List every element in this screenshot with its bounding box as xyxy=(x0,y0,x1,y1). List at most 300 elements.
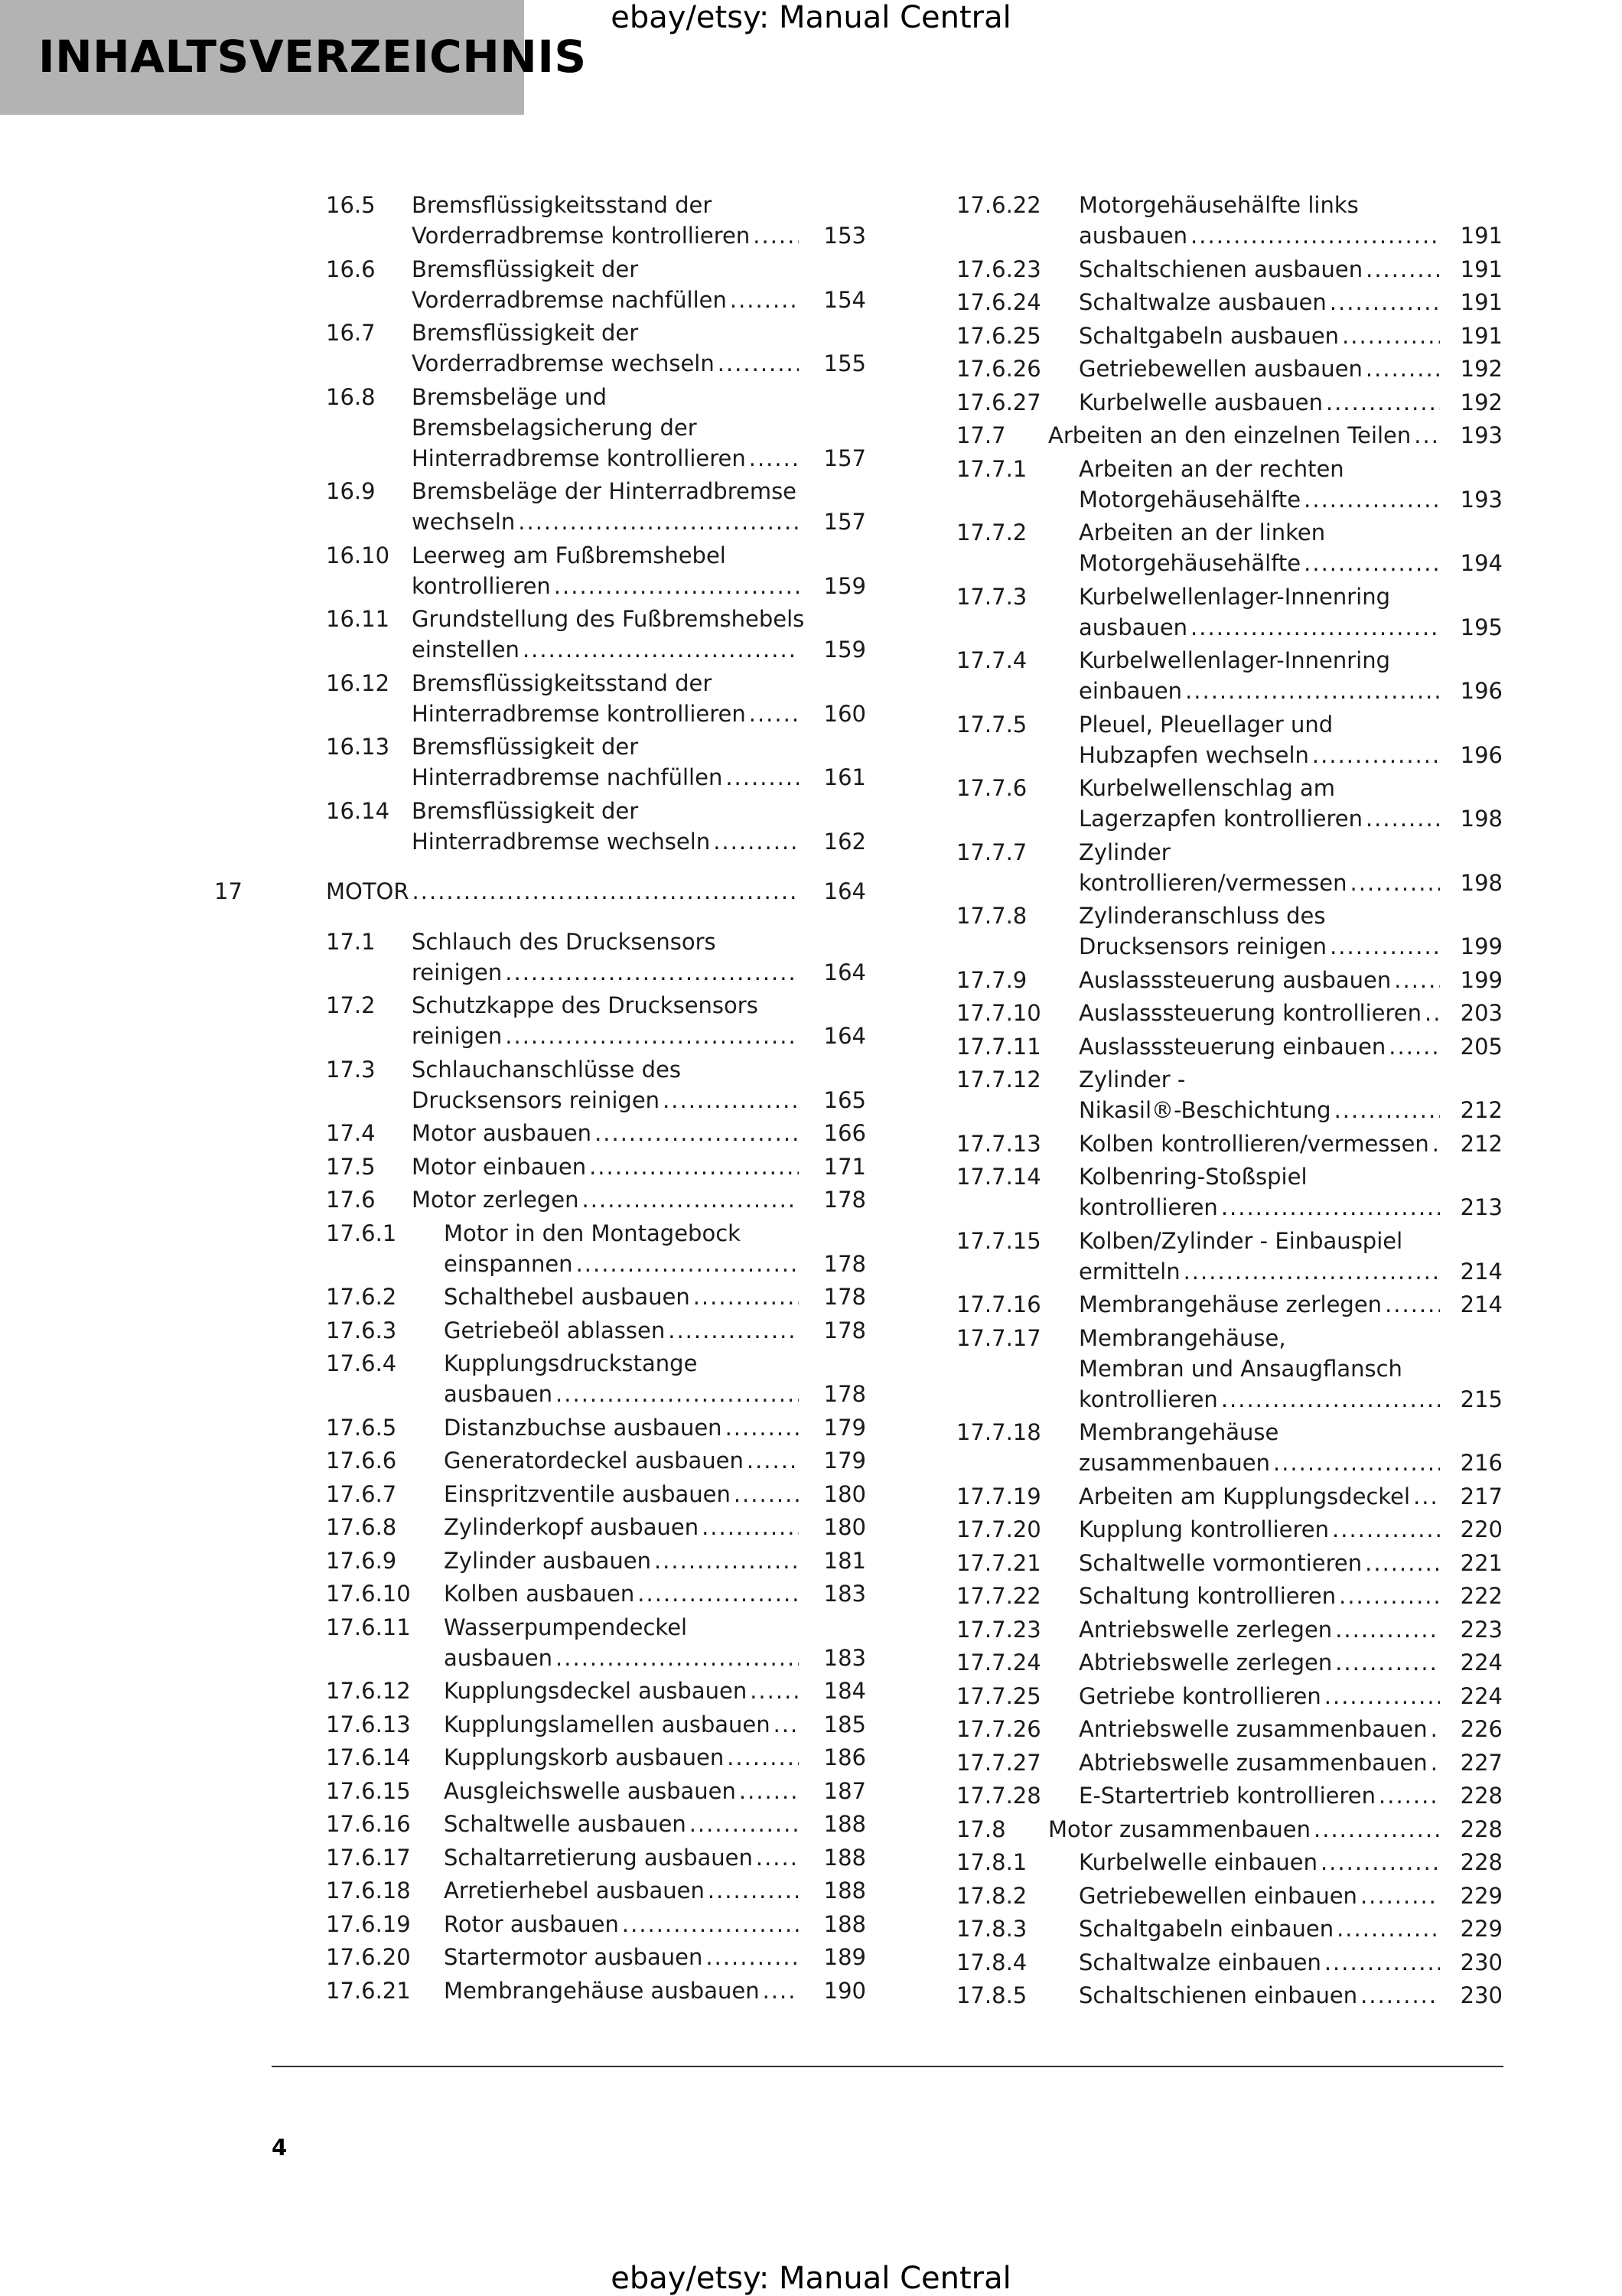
toc-entry-number: 17.7.26 xyxy=(956,1716,1041,1742)
dot-leader xyxy=(622,1909,799,1939)
toc-entry-page: 161 xyxy=(823,764,866,790)
toc-entry-number: 17.7.1 xyxy=(956,455,1028,482)
toc-entry-title-line: Drucksensors reinigen xyxy=(412,1086,660,1113)
toc-entry-number: 17.7.10 xyxy=(956,1000,1041,1026)
dot-leader xyxy=(1432,1128,1440,1159)
toc-entry-page: 178 xyxy=(823,1381,866,1407)
toc-entry-title-line: Membrangehäuse zerlegen xyxy=(1079,1291,1383,1317)
toc-entry-title-line: Schaltschienen ausbauen xyxy=(1079,256,1363,282)
toc-entry-title-line: Kolbenring-Stoßspiel xyxy=(1079,1164,1308,1190)
toc-entry-page: 226 xyxy=(1460,1716,1503,1742)
toc-entry-number: 17.7.20 xyxy=(956,1516,1041,1542)
toc-entry-title xyxy=(412,190,805,251)
dot-leader xyxy=(702,1512,799,1542)
toc-entry-number: 17.7.6 xyxy=(956,775,1028,801)
toc-entry-title xyxy=(444,1315,805,1346)
toc-entry-page: 184 xyxy=(823,1678,866,1704)
toc-entry-title-line: Kolben ausbauen xyxy=(444,1581,635,1607)
toc-entry-title-line: Bremsflüssigkeitsstand der xyxy=(412,192,712,218)
toc-entry-page: 221 xyxy=(1460,1549,1503,1576)
dot-leader xyxy=(1337,1913,1440,1944)
toc-entry-title xyxy=(412,540,805,601)
dot-leader xyxy=(554,571,799,601)
dot-leader xyxy=(725,1412,799,1443)
toc-entry-page: 165 xyxy=(823,1086,866,1113)
toc-entry-title-line: Hinterradbremse wechseln xyxy=(412,828,711,855)
toc-entry-number: 17.6.8 xyxy=(326,1514,397,1540)
toc-entry-page: 164 xyxy=(823,878,866,904)
dot-leader xyxy=(1221,1384,1440,1415)
dot-leader xyxy=(1385,1289,1440,1320)
dot-leader xyxy=(725,762,799,793)
toc-entry-title-line: Drucksensors reinigen xyxy=(1079,933,1327,959)
dot-leader xyxy=(727,1742,799,1773)
toc-entry-title xyxy=(412,254,805,315)
toc-entry-title-line: Schaltwelle ausbauen xyxy=(444,1811,686,1837)
toc-entry-number: 17.6.1 xyxy=(326,1220,397,1246)
dot-leader xyxy=(594,1118,799,1148)
toc-entry-title-line: Motor zusammenbauen xyxy=(1048,1816,1311,1842)
toc-entry-title xyxy=(444,1676,805,1706)
toc-entry-title xyxy=(412,382,805,474)
toc-entry-number: 17.6.14 xyxy=(326,1744,411,1770)
toc-entry-page: 215 xyxy=(1460,1386,1503,1412)
toc-entry-title xyxy=(1079,1064,1446,1125)
toc-entry-title xyxy=(444,1412,805,1443)
toc-entry-title xyxy=(412,1184,805,1215)
toc-entry-title xyxy=(1079,645,1446,706)
toc-entry-page: 198 xyxy=(1460,806,1503,832)
toc-entry-title-line: Schaltwelle vormontieren xyxy=(1079,1549,1363,1576)
toc-entry-title-line: einspannen xyxy=(444,1250,573,1277)
dot-leader xyxy=(518,506,799,537)
dot-leader xyxy=(1324,1947,1440,1978)
toc-entry-title xyxy=(1079,773,1446,834)
toc-entry-number: 17.7.9 xyxy=(956,966,1028,993)
toc-entry-title-line: kontrollieren xyxy=(412,572,551,599)
toc-entry-title-line: Arbeiten an der rechten xyxy=(1079,455,1344,482)
toc-entry-title-line: Getriebe kontrollieren xyxy=(1079,1682,1321,1709)
toc-entry-title xyxy=(1079,1780,1446,1811)
dot-leader xyxy=(1312,740,1440,770)
toc-entry-title-line: Kurbelwellenlager-Innenring xyxy=(1079,583,1390,610)
toc-entry-number: 17.6.16 xyxy=(326,1811,411,1837)
toc-entry-page: 224 xyxy=(1460,1650,1503,1676)
toc-entry-title-line: Schaltschienen einbauen xyxy=(1079,1982,1358,2008)
toc-entry-page: 228 xyxy=(1460,1783,1503,1809)
toc-entry-title-line: Kupplung kontrollieren xyxy=(1079,1516,1330,1542)
toc-entry-number: 17.6.26 xyxy=(956,356,1041,382)
toc-entry-page: 199 xyxy=(1460,933,1503,959)
toc-entry-page: 230 xyxy=(1460,1949,1503,1975)
toc-entry-page: 198 xyxy=(1460,869,1503,896)
toc-entry-page: 183 xyxy=(823,1644,866,1671)
toc-entry-title-line: Pleuel, Pleuellager und xyxy=(1079,711,1334,738)
toc-entry-title xyxy=(444,1842,805,1873)
toc-entry-page: 187 xyxy=(823,1777,866,1804)
toc-entry-number: 17.4 xyxy=(326,1120,376,1146)
dot-leader xyxy=(1326,387,1440,418)
dot-leader xyxy=(1335,1614,1440,1645)
toc-entry-title-line: Schalthebel ausbauen xyxy=(444,1284,690,1310)
toc-entry-title-line: Motor ausbauen xyxy=(412,1120,592,1146)
dot-leader xyxy=(582,1184,799,1215)
toc-entry-page: 193 xyxy=(1460,422,1503,448)
dot-leader xyxy=(750,1676,799,1706)
toc-entry-page: 205 xyxy=(1460,1033,1503,1060)
toc-entry-title xyxy=(1079,965,1446,995)
toc-entry-title xyxy=(1079,1913,1446,1944)
toc-entry-title-line: ausbauen xyxy=(444,1381,553,1407)
dot-leader xyxy=(1334,1095,1440,1125)
dot-leader xyxy=(739,1776,799,1806)
toc-entry-title xyxy=(1079,1161,1446,1223)
toc-entry-title-line: Arbeiten an der linken xyxy=(1079,519,1326,546)
toc-entry-number: 17.7.14 xyxy=(956,1164,1041,1190)
toc-entry-page: 222 xyxy=(1460,1583,1503,1609)
toc-entry-title-line: Kolben kontrollieren/vermessen xyxy=(1079,1130,1429,1157)
toc-entry-page: 213 xyxy=(1460,1194,1503,1220)
toc-entry-page: 228 xyxy=(1460,1816,1503,1842)
toc-entry-title-line: Zylinder ausbauen xyxy=(444,1547,651,1574)
toc-entry-title-line: Bremsbelagsicherung der xyxy=(412,414,697,441)
toc-entry-title xyxy=(412,731,805,793)
toc-entry-title xyxy=(444,1578,805,1609)
toc-entry-title xyxy=(1048,420,1446,451)
toc-entry-title-line: Bremsbeläge und xyxy=(412,383,607,410)
toc-entry-title-line: Kupplungslamellen ausbauen xyxy=(444,1711,770,1737)
dot-leader xyxy=(730,285,799,315)
toc-entry-page: 191 xyxy=(1460,289,1503,315)
toc-entry-page: 203 xyxy=(1460,1000,1503,1026)
dot-leader xyxy=(1431,1714,1440,1744)
toc-entry-page: 229 xyxy=(1460,1882,1503,1909)
toc-entry-number: 17.7.8 xyxy=(956,903,1028,929)
toc-entry-title-line: Kupplungsdeckel ausbauen xyxy=(444,1678,747,1704)
dot-leader xyxy=(668,1315,799,1346)
toc-entry-number: 17.8.1 xyxy=(956,1849,1028,1875)
toc-entry-title-line: Getriebewellen einbauen xyxy=(1079,1882,1357,1909)
dot-leader xyxy=(756,1842,799,1873)
toc-entry-page: 179 xyxy=(823,1414,866,1441)
toc-entry-title xyxy=(1079,1581,1446,1611)
toc-entry-number: 17.8.4 xyxy=(956,1949,1028,1975)
dot-leader xyxy=(1389,1031,1440,1062)
toc-entry-title-line: Hinterradbremse nachfüllen xyxy=(412,764,723,790)
toc-entry-number: 17.7.4 xyxy=(956,647,1028,673)
toc-entry-title-line: Wasserpumpendeckel xyxy=(444,1614,688,1640)
toc-entry-page: 193 xyxy=(1460,486,1503,513)
toc-entry-title xyxy=(1079,1881,1446,1911)
toc-entry-title-line: Schaltarretierung ausbauen xyxy=(444,1844,753,1871)
toc-entry-title-line: einstellen xyxy=(412,637,519,663)
toc-entry-page: 160 xyxy=(823,700,866,727)
toc-entry-title-line: Schlauchanschlüsse des xyxy=(412,1056,681,1083)
toc-entry-title xyxy=(412,796,805,857)
toc-entry-page: 199 xyxy=(1460,966,1503,993)
toc-entry-title-line: Vorderradbremse nachfüllen xyxy=(412,286,727,313)
toc-entry-title-line: Arretierhebel ausbauen xyxy=(444,1878,705,1904)
dot-leader xyxy=(1394,965,1440,995)
toc-entry-title xyxy=(1079,1548,1446,1578)
toc-entry-number: 17.8.3 xyxy=(956,1916,1028,1942)
toc-entry-title-line: Abtriebswelle zerlegen xyxy=(1079,1650,1333,1676)
dot-leader xyxy=(747,1445,799,1476)
toc-entry-title xyxy=(444,1975,805,2006)
toc-entry-title xyxy=(1079,517,1446,578)
toc-entry-title xyxy=(1079,1847,1446,1878)
dot-leader xyxy=(1304,548,1440,578)
toc-entry-number: 17.7.21 xyxy=(956,1549,1041,1576)
toc-entry-title xyxy=(444,1445,805,1476)
toc-entry-title-line: ausbauen xyxy=(444,1644,553,1671)
toc-entry-title-line: Arbeiten am Kupplungsdeckel xyxy=(1079,1483,1411,1509)
toc-entry-title-line: Bremsflüssigkeit der xyxy=(412,797,639,824)
toc-entry-page: 192 xyxy=(1460,356,1503,382)
toc-entry-title-line: Motorgehäusehälfte xyxy=(1079,550,1301,576)
page-title: INHALTSVERZEICHNIS xyxy=(38,31,587,83)
toc-entry-page: 188 xyxy=(823,1811,866,1837)
toc-entry-page: 178 xyxy=(823,1187,866,1213)
toc-entry-number: 17.6.2 xyxy=(326,1284,397,1310)
dot-leader xyxy=(1221,1192,1440,1223)
toc-entry-title-line: Zylinderanschluss des xyxy=(1079,903,1326,929)
toc-entry-page: 191 xyxy=(1460,322,1503,349)
toc-entry-title-line: kontrollieren xyxy=(1079,1386,1218,1412)
dot-leader xyxy=(505,1021,799,1051)
toc-entry-title-line: Ausgleichswelle ausbauen xyxy=(444,1777,736,1804)
dot-leader xyxy=(1185,676,1440,706)
toc-entry-title xyxy=(412,927,805,988)
toc-entry-title xyxy=(412,1151,805,1182)
dot-leader xyxy=(1335,1647,1440,1678)
toc-entry-title xyxy=(444,1776,805,1806)
toc-entry-title-line: Membrangehäuse ausbauen xyxy=(444,1977,760,2004)
toc-entry-page: 190 xyxy=(823,1977,866,2004)
toc-entry-title-line: ausbauen xyxy=(1079,614,1188,640)
header-box xyxy=(0,0,587,115)
dot-leader xyxy=(1366,254,1440,285)
toc-entry-title-line: ausbauen xyxy=(1079,223,1188,249)
toc-entry-title xyxy=(444,1545,805,1576)
toc-entry-number: 16.7 xyxy=(326,320,376,346)
toc-entry-number: 17.7.17 xyxy=(956,1324,1041,1351)
toc-entry-title-line: Hubzapfen wechseln xyxy=(1079,741,1309,768)
toc-entry-title xyxy=(1079,837,1446,898)
toc-entry-number: 17.6.11 xyxy=(326,1614,411,1640)
toc-entry-title xyxy=(444,1282,805,1312)
toc-entry-title-line: einbauen xyxy=(1079,678,1183,704)
toc-entry-title-line: Bremsbeläge der Hinterradbremse xyxy=(412,478,797,504)
toc-entry-title-line: Zylinder - xyxy=(1079,1067,1186,1093)
toc-entry-title xyxy=(412,318,805,379)
toc-entry-title xyxy=(326,876,805,907)
toc-entry-title-line: Schaltung kontrollieren xyxy=(1079,1583,1337,1609)
toc-entry-title-line: Schutzkappe des Drucksensors xyxy=(412,992,758,1018)
dot-leader xyxy=(1330,931,1440,962)
toc-entry-title-line: Motor einbauen xyxy=(412,1153,587,1180)
toc-entry-page: 212 xyxy=(1460,1130,1503,1157)
toc-entry-title-line: Rotor ausbauen xyxy=(444,1910,619,1937)
dot-leader xyxy=(1350,868,1440,898)
toc-entry-number: 16.9 xyxy=(326,478,376,504)
toc-entry-title-line: Auslasssteuerung ausbauen xyxy=(1079,966,1392,993)
dot-leader xyxy=(693,1282,799,1312)
toc-entry-title-line: ermitteln xyxy=(1079,1258,1181,1285)
toc-entry-page: 162 xyxy=(823,828,866,855)
toc-entry-title-line: Motorgehäusehälfte xyxy=(1079,486,1301,513)
toc-entry-page: 159 xyxy=(823,572,866,599)
dot-leader xyxy=(1304,484,1440,515)
dot-leader xyxy=(1425,998,1440,1028)
toc-entry-number: 17.7.13 xyxy=(956,1130,1041,1157)
toc-entry-title xyxy=(1079,1226,1446,1287)
toc-entry-number: 17.6.27 xyxy=(956,389,1041,415)
toc-entry-page: 178 xyxy=(823,1250,866,1277)
toc-entry-title-line: Auslasssteuerung kontrollieren xyxy=(1079,1000,1422,1026)
dot-leader xyxy=(1360,1881,1440,1911)
toc-entry-number: 17.7.11 xyxy=(956,1033,1041,1060)
toc-entry-number: 17.6.12 xyxy=(326,1678,411,1704)
toc-entry-title-line: Grundstellung des Fußbremshebels xyxy=(412,606,805,632)
toc-entry-number: 17.6.15 xyxy=(326,1777,411,1804)
toc-entry-page: 181 xyxy=(823,1547,866,1574)
dot-leader xyxy=(523,634,799,665)
toc-entry-number: 17.6.3 xyxy=(326,1317,397,1343)
dot-leader xyxy=(555,1643,799,1673)
toc-entry-page: 217 xyxy=(1460,1483,1503,1509)
toc-entry-title-line: kontrollieren xyxy=(1079,1194,1218,1220)
toc-entry-number: 17.6.5 xyxy=(326,1414,397,1441)
toc-entry-title-line: kontrollieren/vermessen xyxy=(1079,869,1347,896)
dot-leader xyxy=(749,443,799,474)
toc-entry-number: 16.11 xyxy=(326,606,390,632)
toc-entry-title-line: Vorderradbremse kontrollieren xyxy=(412,223,751,249)
toc-entry-title-line: Lagerzapfen kontrollieren xyxy=(1079,806,1363,832)
dot-leader xyxy=(713,826,799,857)
toc-entry-page: 171 xyxy=(823,1153,866,1180)
toc-entry-title-line: E-Startertrieb kontrollieren xyxy=(1079,1783,1376,1809)
toc-entry-page: 220 xyxy=(1460,1516,1503,1542)
toc-entry-page: 157 xyxy=(823,445,866,471)
dot-leader xyxy=(708,1875,799,1906)
toc-entry-number: 17.5 xyxy=(326,1153,376,1180)
dot-leader xyxy=(1324,1681,1440,1711)
toc-entry-page: 188 xyxy=(823,1844,866,1871)
toc-entry-title-line: Vorderradbremse wechseln xyxy=(412,350,715,376)
toc-entry-number: 17.6.23 xyxy=(956,256,1041,282)
toc-entry-title-line: Kupplungsdruckstange xyxy=(444,1350,698,1376)
toc-entry-number: 16.10 xyxy=(326,542,390,568)
toc-entry-title-line: Arbeiten an den einzelnen Teilen xyxy=(1048,422,1412,448)
toc-entry-title-line: Antriebswelle zerlegen xyxy=(1079,1616,1333,1643)
toc-entry-page: 196 xyxy=(1460,678,1503,704)
dot-leader xyxy=(1184,1256,1440,1287)
dot-leader xyxy=(637,1578,799,1609)
toc-entry-title xyxy=(444,1612,805,1673)
toc-entry-page: 154 xyxy=(823,286,866,313)
toc-entry-page: 191 xyxy=(1460,223,1503,249)
dot-leader xyxy=(1332,1514,1440,1545)
toc-entry-title-line: Bremsflüssigkeit der xyxy=(412,320,639,346)
toc-entry-title-line: Hinterradbremse kontrollieren xyxy=(412,445,746,471)
toc-entry-title xyxy=(1079,454,1446,515)
toc-entry-title-line: Auslasssteuerung einbauen xyxy=(1079,1033,1386,1060)
toc-entry-number: 17.7.15 xyxy=(956,1227,1041,1254)
toc-entry-title xyxy=(412,604,805,665)
toc-entry-title-line: Leerweg am Fußbremshebel xyxy=(412,542,726,568)
toc-entry-title-line: Getriebeöl ablassen xyxy=(444,1317,666,1343)
toc-entry-number: 17.7.2 xyxy=(956,519,1028,546)
toc-entry-title-line: Getriebewellen ausbauen xyxy=(1079,356,1363,382)
toc-entry-title-line: Motorgehäusehälfte links xyxy=(1079,192,1359,218)
toc-entry-title xyxy=(412,668,805,729)
toc-entry-title xyxy=(444,1909,805,1939)
dot-leader xyxy=(1431,1747,1440,1778)
toc-entry-number: 17.8.5 xyxy=(956,1982,1028,2008)
toc-entry-number: 17.6.9 xyxy=(326,1547,397,1574)
toc-entry-title xyxy=(444,1218,805,1279)
toc-entry-title xyxy=(1079,709,1446,770)
toc-entry-page: 188 xyxy=(823,1910,866,1937)
toc-entry-title-line: Kurbelwelle einbauen xyxy=(1079,1849,1317,1875)
toc-entry-number: 17.1 xyxy=(326,928,376,955)
toc-entry-title xyxy=(1079,1681,1446,1711)
toc-entry-title xyxy=(1079,1128,1446,1159)
toc-entry-title-line: reinigen xyxy=(412,1023,503,1049)
toc-entry-title-line: reinigen xyxy=(412,959,503,985)
toc-entry-title-line: Bremsflüssigkeit der xyxy=(412,734,639,760)
toc-entry-title xyxy=(1079,1614,1446,1645)
toc-entry-number: 17.7.18 xyxy=(956,1419,1041,1445)
toc-entry-page: 216 xyxy=(1460,1450,1503,1476)
toc-entry-page: 224 xyxy=(1460,1682,1503,1709)
toc-entry-number: 17.6.19 xyxy=(326,1910,411,1937)
toc-entry-title xyxy=(412,990,805,1051)
dot-leader xyxy=(1413,1481,1440,1512)
toc-entry-page: 189 xyxy=(823,1944,866,1970)
dot-leader xyxy=(1190,220,1440,251)
toc-entry-title-line: Kolben/Zylinder - Einbauspiel xyxy=(1079,1227,1403,1254)
toc-entry-title xyxy=(444,1809,805,1839)
dot-leader xyxy=(1414,420,1440,451)
toc-entry-page: 229 xyxy=(1460,1916,1503,1942)
toc-entry-page: 178 xyxy=(823,1284,866,1310)
toc-entry-number: 16.12 xyxy=(326,669,390,696)
toc-entry-title xyxy=(444,1742,805,1773)
toc-entry-title-line: Hinterradbremse kontrollieren xyxy=(412,700,746,727)
toc-entry-number: 17.7.5 xyxy=(956,711,1028,738)
toc-entry-page: 214 xyxy=(1460,1291,1503,1317)
toc-entry-number: 17.6.25 xyxy=(956,322,1041,349)
toc-entry-title xyxy=(1079,1514,1446,1545)
toc-entry-page: 164 xyxy=(823,959,866,985)
dot-leader xyxy=(1379,1780,1440,1811)
toc-entry-page: 223 xyxy=(1460,1616,1503,1643)
dot-leader xyxy=(718,348,799,379)
toc-entry-number: 16.8 xyxy=(326,383,376,410)
toc-entry-title-line: Zylinderkopf ausbauen xyxy=(444,1514,699,1540)
toc-entry-page: 180 xyxy=(823,1514,866,1540)
toc-entry-page: 188 xyxy=(823,1878,866,1904)
toc-entry-number: 17.7.19 xyxy=(956,1483,1041,1509)
toc-entry-title xyxy=(444,1942,805,1972)
toc-entry-title-line: Kurbelwellenlager-Innenring xyxy=(1079,647,1390,673)
dot-leader xyxy=(689,1809,799,1839)
toc-entry-number: 17.7.24 xyxy=(956,1650,1041,1676)
toc-entry-title-line: Generatordeckel ausbauen xyxy=(444,1448,744,1474)
toc-entry-number: 17.6.6 xyxy=(326,1448,397,1474)
